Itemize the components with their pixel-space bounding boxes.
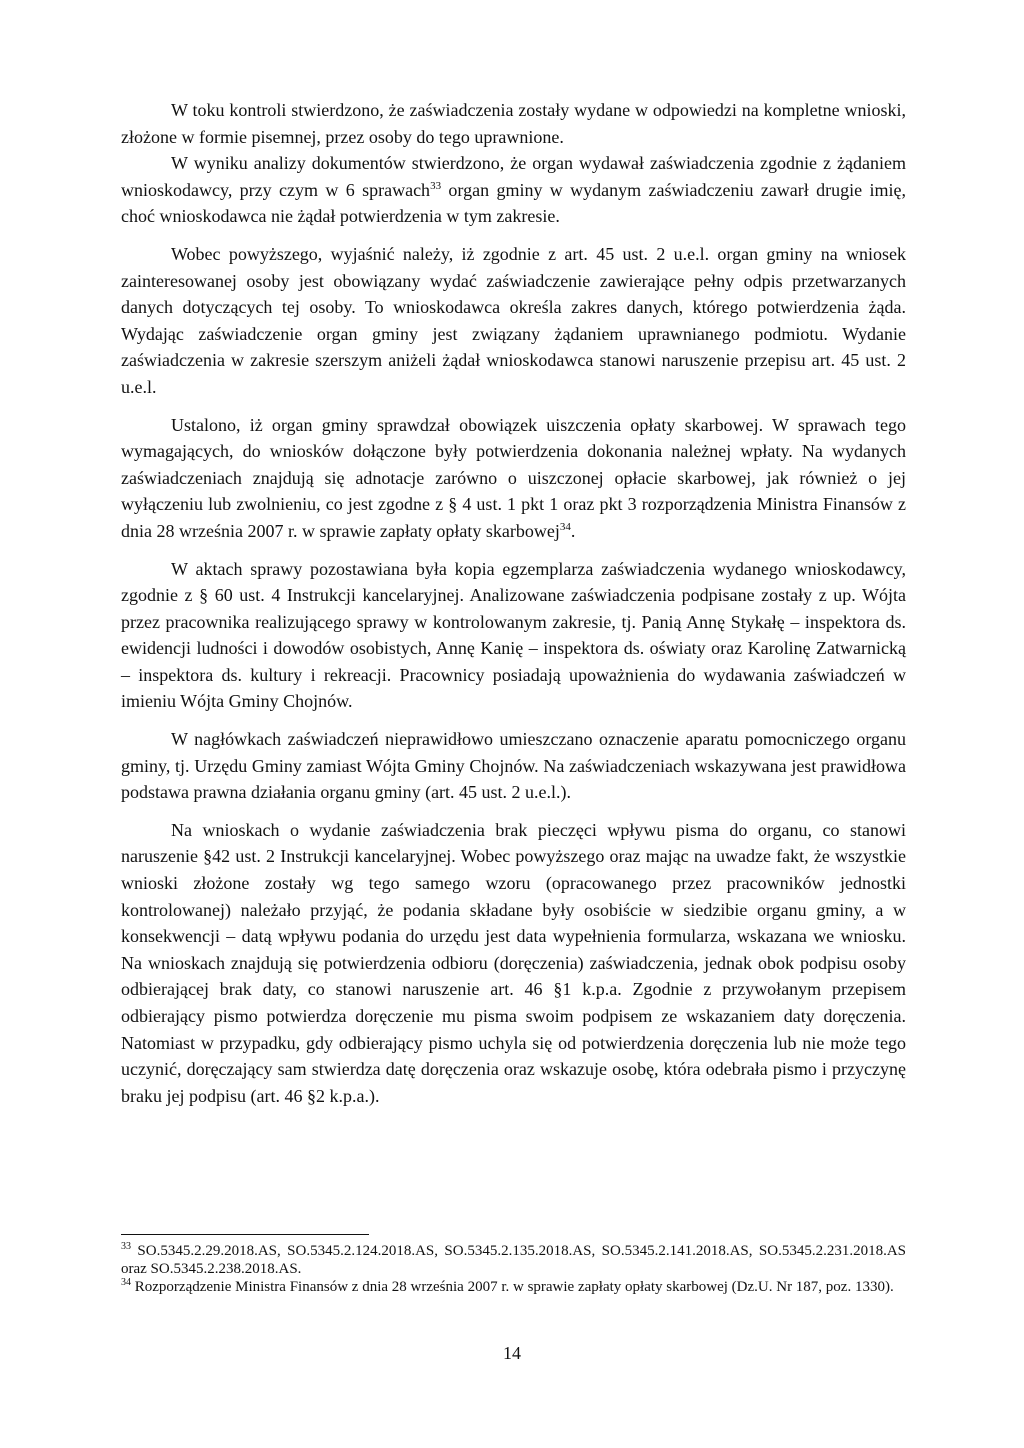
footnote-34	[121, 1278, 906, 1296]
paragraph-1	[121, 97, 906, 150]
body-text	[121, 97, 906, 1109]
paragraph-6	[121, 726, 906, 806]
footnote-text: Rozporządzenie Ministra Finansów z dnia 28 września 2007 r. w sprawie zapłaty opłaty skarbowej (Dz.U. Nr 187, poz. 1330).	[131, 1279, 894, 1295]
footnotes	[121, 1242, 906, 1296]
footnote-ref-34[interactable]: 34	[559, 520, 571, 533]
paragraph-7	[121, 817, 906, 1110]
paragraph-text: W aktach sprawy pozostawiana była kopia egzemplarza zaświadczenia wydanego wnioskodawcy, zgodnie z § 60 ust. 4 Instrukcji kancelaryjnej. Analizowane zaświadczenia podpisane zostały z up. Wójta przez pracownika realizującego sprawy w kontrolowanym zakresie, tj. Panią Annę Stykałę – inspektora ds. ewidencji ludności i dowodów osobistych, Annę Kanię – inspektora ds. oświaty oraz Karolinę Zatwarnicką – inspektora ds. kultury i rekreacji. Pracownicy posiadają upoważnienia do wydawania zaświadczeń w imieniu Wójta Gminy Chojnów.	[121, 558, 906, 712]
paragraph-text: W toku kontroli stwierdzono, że zaświadczenia zostały wydane w odpowiedzi na kompletne wnioski, złożone w formie pisemnej, przez osoby do tego uprawnione.	[121, 100, 906, 147]
paragraph-2	[121, 150, 906, 230]
paragraph-text: W wyniku analizy dokumentów stwierdzono, że organ wydawał zaświadczenia zgodnie z żądaniem wnioskodawcy, przy czym w 6 sprawach	[121, 153, 906, 200]
paragraph-text: .	[570, 520, 576, 541]
footnote-33	[121, 1242, 906, 1278]
footnote-number: 33	[121, 1241, 131, 1252]
footnote-ref-33[interactable]: 33	[430, 179, 442, 192]
footnote-number: 34	[121, 1277, 131, 1288]
paragraph-text: organ gminy w wydanym zaświadczeniu zawarł drugie imię, choć wnioskodawca nie żądał potwierdzenia w tym zakresie.	[121, 179, 906, 227]
paragraph-5	[121, 556, 906, 716]
page-number: 14	[503, 1343, 521, 1363]
paragraph-text: W nagłówkach zaświadczeń nieprawidłowo umieszczano oznaczenie aparatu pomocniczego organu gminy, tj. Urzędu Gminy zamiast Wójta Gminy Chojnów. Na zaświadczeniach wskazywana jest prawidłowa podstawa prawna działania organu gminy (art. 45 ust. 2 u.e.l.).	[121, 729, 906, 803]
paragraph-4	[121, 412, 906, 545]
paragraph-text: Na wnioskach o wydanie zaświadczenia brak pieczęci wpływu pisma do organu, co stanowi naruszenie §42 ust. 2 Instrukcji kancelaryjnej. Wobec powyższego oraz mając na uwadze fakt, że wszystkie wnioski złożone zostały wg tego samego wzoru (opracowanego przez pracowników jednostki kontrolowanej) należało przyjąć, że podania składane były osobiście w siedzibie organu gminy, a w konsekwencji – datą wpływu podania do urzędu jest data wypełnienia formularza, wskazana we wniosku. Na wnioskach znajdują się potwierdzenia odbioru (doręczenia) zaświadczenia, jednak obok podpisu osoby odbierającej brak daty, co stanowi naruszenie art. 46 §1 k.p.a. Zgodnie z przywołanym przepisem odbierający pismo potwierdza doręczenie mu pisma swoim podpisem ze wskazaniem daty doręczenia. Natomiast w przypadku, gdy odbierający pismo uchyla się od potwierdzenia doręczenia lub nie może tego uczynić, doręczający sam stwierdza datę doręczenia oraz wskazuje osobę, która odebrała pismo i przyczynę braku jej podpisu (art. 46 §2 k.p.a.).	[121, 819, 906, 1106]
footnote-text: SO.5345.2.29.2018.AS, SO.5345.2.124.2018.AS, SO.5345.2.135.2018.AS, SO.5345.2.141.2018.AS, SO.5345.2.231.2018.AS oraz SO.5345.2.238.2018.AS.	[121, 1243, 906, 1277]
paragraph-text: Wobec powyższego, wyjaśnić należy, iż zgodnie z art. 45 ust. 2 u.e.l. organ gminy na wniosek zainteresowanej osoby jest obowiązany wydać zaświadczenie zawierające pełny odpis przetwarzanych danych dotyczących tej osoby. To wnioskodawca określa zakres danych, którego potwierdzenia żąda. Wydając zaświadczenie organ gminy jest związany żądaniem uprawnianego podmiotu. Wydanie zaświadczenia w zakresie szerszym aniżeli żądał wnioskodawca stanowi naruszenie przepisu art. 45 ust. 2 u.e.l.	[121, 243, 906, 397]
footnote-divider	[121, 1234, 369, 1235]
paragraph-text: Ustalono, iż organ gminy sprawdzał obowiązek uiszczenia opłaty skarbowej. W sprawach tego wymagających, do wniosków dołączone były potwierdzenia dokonania należnej wpłaty. Na wydanych zaświadczeniach znajdują się adnotacje zarówno o uiszczonej opłacie skarbowej, jak również o jej wyłączeniu lub zwolnieniu, co jest zgodne z § 4 ust. 1 pkt 1 oraz pkt 3 rozporządzenia Ministra Finansów z dnia 28 września 2007 r. w sprawie zapłaty opłaty skarbowej	[121, 414, 906, 541]
paragraph-3	[121, 241, 906, 401]
